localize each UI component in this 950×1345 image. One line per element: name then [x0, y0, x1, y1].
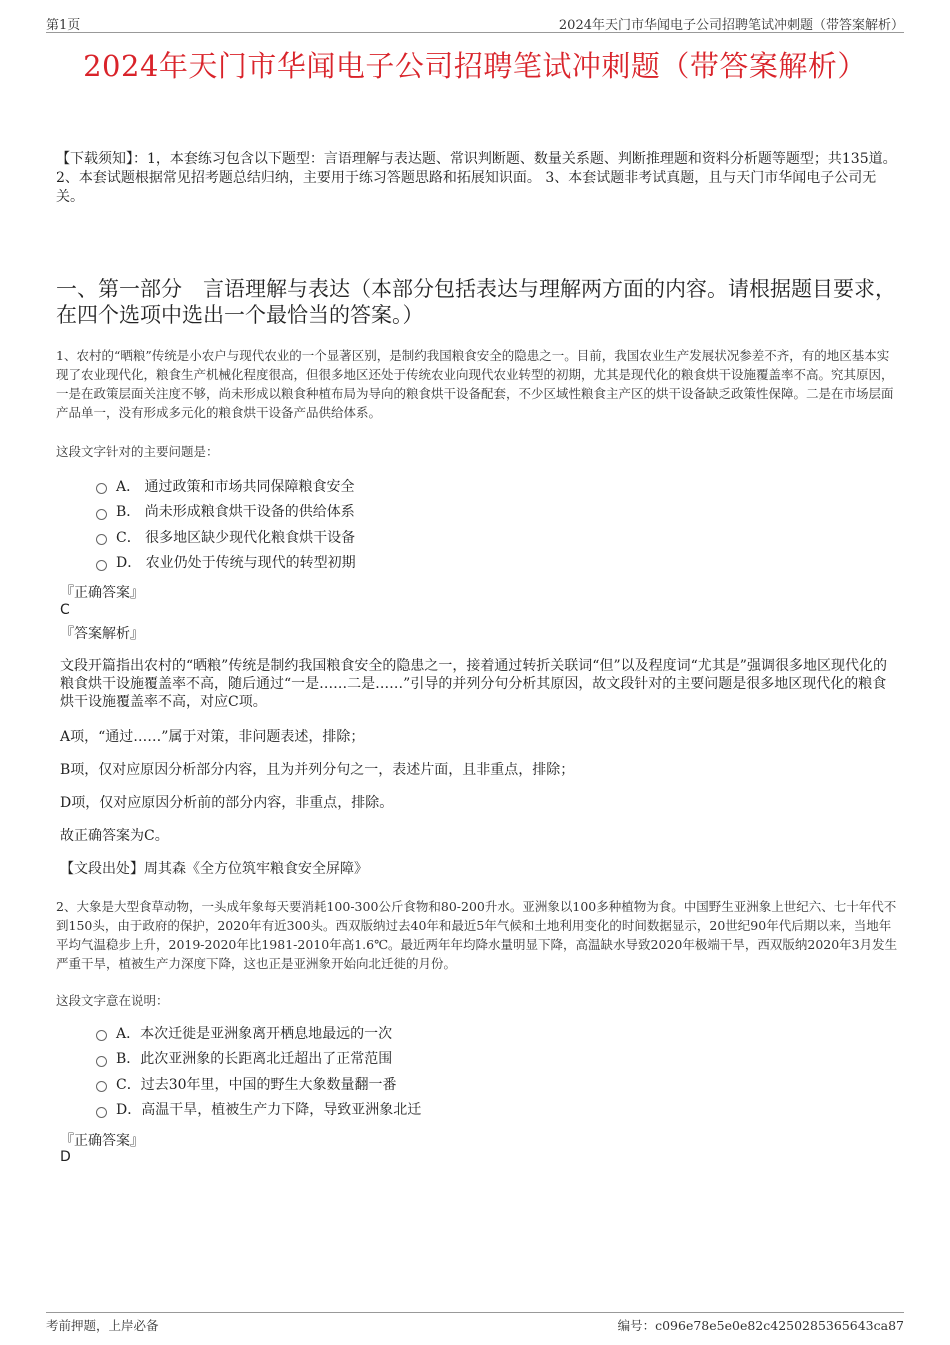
text-source: 【文段出处】周其森《全方位筑牢粮食安全屏障》	[60, 861, 368, 877]
radio-icon[interactable]	[96, 560, 107, 571]
analysis-conclusion: 故正确答案为C。	[60, 828, 169, 844]
analysis-option-a: A项，“通过……”属于对策，非问题表述，排除；	[60, 729, 365, 745]
correct-answer: D	[60, 1149, 71, 1165]
option-d[interactable]: D． 农业仍处于传统与现代的转型初期	[96, 550, 356, 576]
analysis-option-d: D项，仅对应原因分析前的部分内容，非重点，排除。	[60, 795, 394, 811]
option-b[interactable]: B． 尚未形成粮食烘干设备的供给体系	[96, 499, 356, 525]
question-1-prompt: 这段文字针对的主要问题是：	[56, 444, 219, 459]
question-1-text: 1、农村的“晒粮”传统是小农户与现代农业的一个显著区别，是制约我国粮食安全的隐患之一。目前，我国农业生产发展状况参差不齐，有的地区基本实现了农业现代化，粮食生产机械化程度很高，但很多地区还处于传统农业向现代农业转型的初期，尤其是现代化的粮食烘干设施覆盖率不高。究其原因，一是在政策层面关注度不够，尚未形成以粮食种植布局为导向的粮食烘干设备配套，不少区域性粮食主产区的烘干设备缺乏政策性保障。二是在市场层面产品单一，没有形成多元化的粮食烘干设备产品供给体系。	[56, 348, 894, 420]
question-1-options	[96, 473, 356, 575]
answer-label: 『正确答案』	[60, 585, 144, 601]
option-a[interactable]: A．本次迁徙是亚洲象离开栖息地最远的一次	[96, 1020, 421, 1046]
analysis-label: 『答案解析』	[60, 626, 144, 642]
page-footer	[46, 1312, 904, 1333]
analysis-option-b: B项，仅对应原因分析部分内容，且为并列分句之一，表述片面，且非重点，排除；	[60, 762, 575, 778]
page-number: 第1页	[46, 18, 81, 33]
section-title: 一、第一部分 言语理解与表达（本部分包括表达与理解两方面的内容。请根据题目要求，在四个选项中选出一个最恰当的答案。）	[56, 277, 896, 327]
radio-icon[interactable]	[96, 1107, 107, 1118]
radio-icon[interactable]	[96, 1081, 107, 1092]
document-title: 2024年天门市华闻电子公司招聘笔试冲刺题（带答案解析）	[83, 49, 867, 83]
radio-icon[interactable]	[96, 1056, 107, 1067]
option-c[interactable]: C． 很多地区缺少现代化粮食烘干设备	[96, 524, 356, 550]
download-notice: 【下载须知】：1，本套练习包含以下题型：言语理解与表达题、常识判断题、数量关系题、判断推理题和资料分析题等题型；共135道。 2、本套试题根据常见招考题总结归纳，主要用于练习答题思路和拓展知识面。 3、本套试题非考试真题，且与天门市华闻电子公司无关。	[56, 151, 897, 205]
radio-icon[interactable]	[96, 534, 107, 545]
analysis-paragraph: 文段开篇指出农村的“晒粮”传统是制约我国粮食安全的隐患之一，接着通过转折关联词“但”以及程度词“尤其是”强调很多地区现代化的粮食烘干设施覆盖率不高，随后通过“一是……二是……”引导的并列分句分析其原因，故文段针对的主要问题是很多地区现代化的粮食烘干设施覆盖率不高，对应C项。	[60, 658, 887, 710]
footer-serial: 编号：c096e78e5e0e82c4250285365643ca87	[617, 1318, 904, 1333]
option-d[interactable]: D．高温干旱，植被生产力下降，导致亚洲象北迁	[96, 1097, 421, 1123]
footer-slogan: 考前押题，上岸必备	[46, 1318, 159, 1333]
option-a[interactable]: A． 通过政策和市场共同保障粮食安全	[96, 473, 356, 499]
question-2-prompt: 这段文字意在说明：	[56, 993, 169, 1008]
page-header	[46, 14, 904, 33]
option-c[interactable]: C．过去30年里，中国的野生大象数量翻一番	[96, 1071, 421, 1097]
radio-icon[interactable]	[96, 1030, 107, 1041]
question-2-options	[96, 1020, 421, 1122]
answer-label: 『正确答案』	[60, 1133, 144, 1149]
header-doc-title: 2024年天门市华闻电子公司招聘笔试冲刺题（带答案解析）	[558, 18, 904, 33]
radio-icon[interactable]	[96, 509, 107, 520]
correct-answer: C	[60, 602, 70, 618]
option-b[interactable]: B．此次亚洲象的长距离北迁超出了正常范围	[96, 1046, 421, 1072]
radio-icon[interactable]	[96, 483, 107, 494]
question-2-text: 2、大象是大型食草动物，一头成年象每天要消耗100-300公斤食物和80-200升水。亚洲象以100多种植物为食。中国野生亚洲象上世纪六、七十年代不到150头，由于政府的保护，2020年有近300头。西双版纳过去40年和最近5年气候和土地利用变化的时间数据显示，20世纪90年代后期以来，当地年平均气温稳步上升，2019-2020年比1981-2010年高1.6℃。最近两年年均降水量明显下降，高温缺水导致2020年极端干旱，西双版纳2020年3月发生严重干旱，植被生产力深度下降，这也正是亚洲象开始向北迁徙的月份。	[56, 899, 898, 971]
